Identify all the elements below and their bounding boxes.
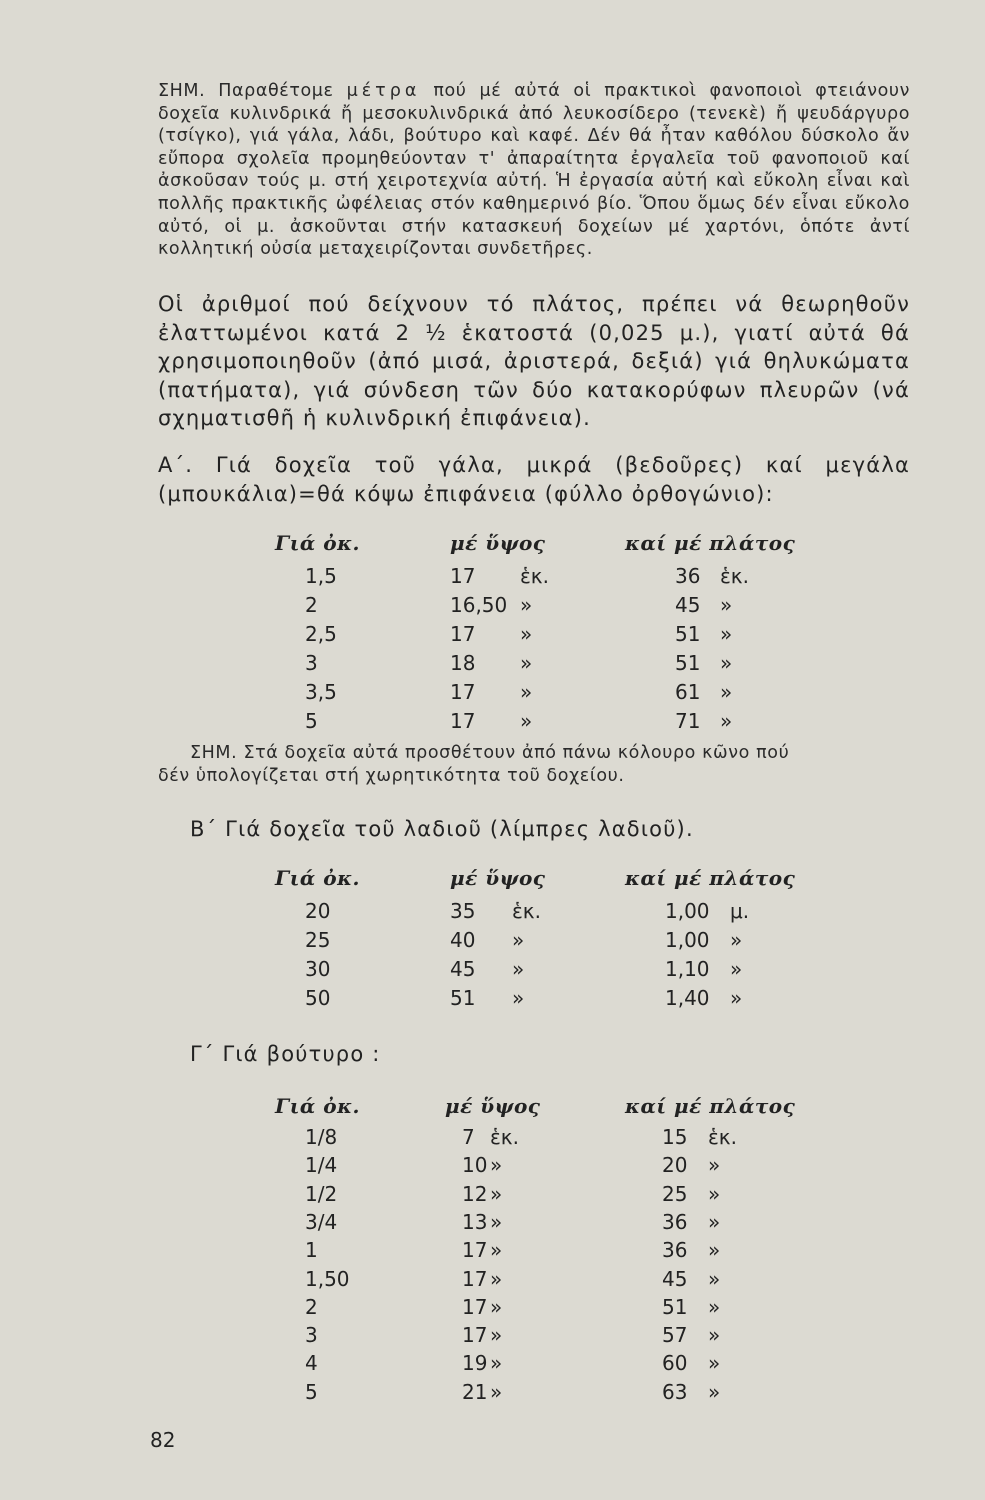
table-cell: 3/4: [305, 1209, 338, 1234]
table-cell: 36: [662, 1209, 688, 1234]
table-cell: »: [708, 1323, 721, 1348]
table-cell: »: [490, 1153, 503, 1178]
table-cell: »: [512, 928, 525, 952]
table-cell: 17: [450, 709, 476, 733]
table-cell: 1/4: [305, 1153, 338, 1178]
table-cell: ἑκ.: [490, 1125, 519, 1149]
width-explanation-paragraph: Οἱ ἀριθμοί πού δείχνουν τό πλάτος, πρέπει νά θεωρηθοῦν ἐλαττωμένοι κατά 2 ½ ἑκατοστά (0,025 μ.), γιατί αὐτά θά χρησιμοποιηθοῦν (ἀπό μισά, ἀριστερά, δεξιά) γιά θηλυκώματα (πατήματα), γιά σύνδεση τῶν δύο κατακορύφων πλευρῶν (νά σχηματισθῆ ἡ κυλινδρική ἐπιφάνεια).: [158, 292, 910, 430]
table-cell: »: [490, 1351, 503, 1376]
table-cell: ἑκ.: [520, 564, 549, 588]
table-cell: 17: [462, 1323, 488, 1348]
table-cell: 1,50: [305, 1266, 350, 1291]
table-cell: 4: [305, 1351, 318, 1376]
table-cell: »: [520, 709, 533, 733]
table-cell: 1,40: [665, 986, 710, 1010]
table-cell: 1,00: [665, 899, 710, 923]
column-header: καί μέ πλάτος: [625, 1094, 796, 1118]
table-cell: 51: [662, 1294, 688, 1319]
table-cell: μ.: [730, 899, 750, 923]
table-cell: 50: [305, 986, 331, 1010]
table-cell: 60: [662, 1351, 688, 1376]
table-cell: »: [708, 1294, 721, 1319]
table-cell: 25: [662, 1181, 688, 1206]
table-cell: 16,50: [450, 593, 508, 617]
table-cell: 17: [450, 622, 476, 646]
table-cell: 1,00: [665, 928, 710, 952]
table-cell: »: [708, 1351, 721, 1376]
table-cell: 45: [450, 957, 476, 981]
table-cell: 17: [450, 680, 476, 704]
table-cell: »: [490, 1209, 503, 1234]
table-cell: »: [720, 709, 733, 733]
table-cell: 12: [462, 1181, 488, 1206]
column-header: Γιά ὀκ.: [275, 866, 361, 890]
table-cell: »: [708, 1209, 721, 1234]
column-header: Γιά ὀκ.: [275, 1094, 361, 1118]
table-cell: »: [720, 593, 733, 617]
table-cell: 2: [305, 593, 318, 617]
table-cell: 17: [462, 1266, 488, 1291]
table-cell: 3,5: [305, 680, 337, 704]
footnote-intro: ΣΗΜ. Παραθέτομε μέτρα πού μέ αὐτά οἱ πρακτικοὶ φανοποιοὶ φτειάνουν δοχεῖα κυλινδρικά ἤ μεσοκυλινδρικά ἀπό λευκοσίδερο (τενεκὲ) ἤ ψευδάργυρο (τσίγκο), γιά γάλα, λάδι, βούτυρο καὶ καφέ. Δέν θά ἦταν καθόλου δύσκολο ἄν εὔπορα σχολεῖα προμηθεύονταν τ' ἀπαραίτητα ἐργαλεῖα τοῦ φανοποιοῦ καί ἀσκοῦσαν τούς μ. στή χειροτεχνία αὐτή. Ἡ ἐργασία αὐτή καὶ εὔκολη εἶναι καὶ πολλῆς πρακτικῆς ὠφέλειας στόν καθημερινό βίο. Ὅπου ὅμως δέν εἶναι εὔκολο αὐτό, οἱ μ. ἀσκοῦνται στήν κατασκευή δοχείων μέ χαρτόνι, ὁπότε ἀντί κολλητική οὐσία μεταχειρίζονται συνδετῆρες.: [158, 81, 911, 260]
table-cell: »: [708, 1181, 721, 1206]
table-cell: »: [720, 651, 733, 675]
section-b-heading: Β΄ Γιά δοχεῖα τοῦ λαδιοῦ (λίμπρες λαδιοῦ).: [190, 817, 694, 841]
page-number: 82: [150, 1428, 176, 1452]
table-cell: »: [490, 1266, 503, 1291]
table-cell: 20: [305, 899, 331, 923]
table-cell: »: [708, 1266, 721, 1291]
table-cell: 13: [462, 1209, 488, 1234]
table-cell: 1/2: [305, 1181, 338, 1206]
footnote-cone: ΣΗΜ. Στά δοχεῖα αὐτά προσθέτουν ἀπό πάνω κόλουρο κῶνο πού δέν ὑπολογίζεται στή χωρητικότητα τοῦ δοχείου.: [158, 743, 790, 786]
table-cell: 15: [662, 1125, 688, 1149]
table-cell: 25: [305, 928, 331, 952]
table-cell: 51: [675, 651, 701, 675]
table-cell: »: [720, 680, 733, 704]
table-cell: ἑκ.: [512, 899, 541, 923]
table-cell: »: [708, 1238, 721, 1263]
column-header: Γιά ὀκ.: [275, 531, 361, 555]
column-header: μέ ὕψος: [445, 1094, 541, 1118]
section-c-heading: Γ΄ Γιά βούτυρο :: [190, 1042, 381, 1066]
table-cell: 36: [662, 1238, 688, 1263]
table-cell: ἑκ.: [720, 564, 749, 588]
table-cell: 1: [305, 1238, 318, 1263]
table-cell: 51: [450, 986, 476, 1010]
table-cell: 3: [305, 1323, 318, 1348]
table-cell: 17: [450, 564, 476, 588]
table-cell: 45: [675, 593, 701, 617]
table-cell: 19: [462, 1351, 488, 1376]
table-cell: »: [520, 593, 533, 617]
table-cell: »: [490, 1238, 503, 1263]
table-cell: »: [520, 651, 533, 675]
table-cell: »: [512, 986, 525, 1010]
table-cell: »: [720, 622, 733, 646]
table-cell: 40: [450, 928, 476, 952]
table-cell: 7: [462, 1125, 475, 1149]
table-cell: »: [730, 928, 743, 952]
table-cell: 2,5: [305, 622, 337, 646]
table-cell: 5: [305, 1379, 318, 1404]
section-a-heading: Α΄. Γιά δοχεῖα τοῦ γάλα, μικρά (βεδοῦρες) καί μεγάλα (μπουκάλια)=θά κόψω ἐπιφάνεια (φύλλο ὀρθογώνιο):: [158, 453, 910, 506]
table-cell: 21: [462, 1379, 488, 1404]
table-cell: »: [512, 957, 525, 981]
column-header: μέ ὕψος: [450, 531, 546, 555]
table-cell: 45: [662, 1266, 688, 1291]
table-cell: 57: [662, 1323, 688, 1348]
table-cell: 30: [305, 957, 331, 981]
table-cell: 1,5: [305, 564, 337, 588]
table-cell: 35: [450, 899, 476, 923]
table-cell: 18: [450, 651, 476, 675]
table-cell: »: [520, 680, 533, 704]
table-cell: »: [490, 1181, 503, 1206]
table-cell: 51: [675, 622, 701, 646]
table-cell: 17: [462, 1238, 488, 1263]
table-cell: 1,10: [665, 957, 710, 981]
table-cell: »: [490, 1323, 503, 1348]
table-cell: 61: [675, 680, 701, 704]
table-cell: »: [730, 957, 743, 981]
table-cell: »: [490, 1294, 503, 1319]
table-cell: 17: [462, 1294, 488, 1319]
table-cell: 36: [675, 564, 701, 588]
table-cell: ἑκ.: [708, 1125, 737, 1149]
table-cell: 10: [462, 1153, 488, 1178]
column-header: καί μέ πλάτος: [625, 531, 796, 555]
table-cell: »: [730, 986, 743, 1010]
column-header: καί μέ πλάτος: [625, 866, 796, 890]
table-cell: »: [520, 622, 533, 646]
table-cell: »: [490, 1379, 503, 1404]
table-cell: »: [708, 1379, 721, 1404]
table-cell: 20: [662, 1153, 688, 1178]
table-cell: 1/8: [305, 1125, 338, 1149]
table-cell: 5: [305, 709, 318, 733]
table-cell: 2: [305, 1294, 318, 1319]
table-cell: 71: [675, 709, 701, 733]
table-cell: »: [708, 1153, 721, 1178]
table-cell: 3: [305, 651, 318, 675]
table-cell: 63: [662, 1379, 688, 1404]
column-header: μέ ὕψος: [450, 866, 546, 890]
